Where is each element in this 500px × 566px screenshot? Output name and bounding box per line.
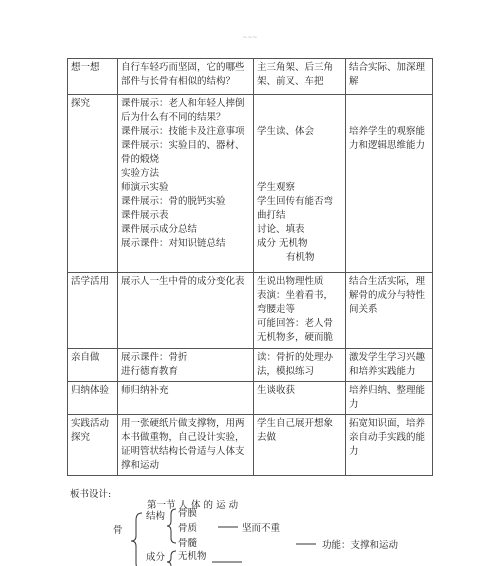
design-intent-cell: 拓宽知识面，培养亲自动手实践的能力 — [346, 415, 433, 476]
design-intent-cell: 激发学生学习兴趣和培养实践能力 — [346, 349, 433, 382]
teacher-activity-cell: 自行车轻巧而坚固，它的哪些部件与长骨有相似的结构？ — [118, 59, 254, 95]
teacher-activity-cell: 用一张硬纸片做支撑物，用两本书做重物，自己设计实验，证明管状结构长骨适与人体支撑和运动 — [118, 415, 254, 476]
student-activity-cell: 主三角架、后三角架、前叉、车把 — [254, 59, 346, 95]
board-design-label: 板书设计: — [70, 489, 112, 500]
student-activity-cell: 读：骨折的处理办法，模拟练习 — [254, 349, 346, 382]
student-activity-cell: 生谈收获 — [254, 382, 346, 415]
board-structure-item: 骨髓 — [178, 538, 198, 549]
teacher-activity-cell: 课件展示：老人和年轻人摔倒后为什么有不同的结果？ 课件展示：技能卡及注意事项 课件展示：实验目的、器材、骨的煅烧 实验方法 师演示实验 课件展示：骨的脱钙实验 课件展示表 课件展示成分总结 展示课件：对知识链总结 — [118, 95, 254, 273]
board-structure: 结构 — [146, 511, 166, 522]
stage-cell: 亲自做 — [68, 349, 118, 382]
design-intent-cell: 培养学生的观察能力和逻辑思维能力 — [346, 95, 433, 273]
board-strong-not-heavy: 坚而不重 — [242, 523, 281, 534]
stage-cell: 探究 — [68, 95, 118, 273]
board-root-bone: 骨 — [113, 525, 123, 536]
student-activity-cell: 生说出物理性质 表演：坐着看书，弯腰走等 可能回答：老人骨无机物多，硬而脆 — [254, 273, 346, 349]
teacher-activity-cell: 展示课件：骨折 进行德育教育 — [118, 349, 254, 382]
board-composition-item: 无机物 — [178, 551, 207, 562]
board-title: 第一节 人 体 的 运 动 — [147, 500, 239, 511]
design-intent-cell: 培养归纳、整理能力 — [346, 382, 433, 415]
page-header-mark: ~~~ — [242, 34, 258, 41]
student-activity-cell: 学生读、体会 学生观察 学生回传有能否弯曲打结 讨论、填表 成分 无机物 有机物 — [254, 95, 346, 273]
teacher-activity-cell: 展示人一生中骨的成分变化表 — [118, 273, 254, 349]
teacher-activity-cell: 师归纳补充 — [118, 382, 254, 415]
student-activity-cell: 学生自己展开想象去做 — [254, 415, 346, 476]
stage-cell: 想一想 — [68, 59, 118, 95]
board-function: 功能：支撑和运动 — [322, 540, 399, 551]
stage-cell: 归纳体验 — [68, 382, 118, 415]
board-structure-item: 骨质 — [178, 523, 198, 534]
board-structure-item: 骨膜 — [178, 508, 198, 519]
design-intent-cell: 结合实际、加深理解 — [346, 59, 433, 95]
stage-cell: 实践活动探究 — [68, 415, 118, 476]
stage-cell: 活学活用 — [68, 273, 118, 349]
board-composition: 成分 — [146, 552, 166, 563]
design-intent-cell: 结合生活实际，理解骨的成分与特性间关系 — [346, 273, 433, 349]
